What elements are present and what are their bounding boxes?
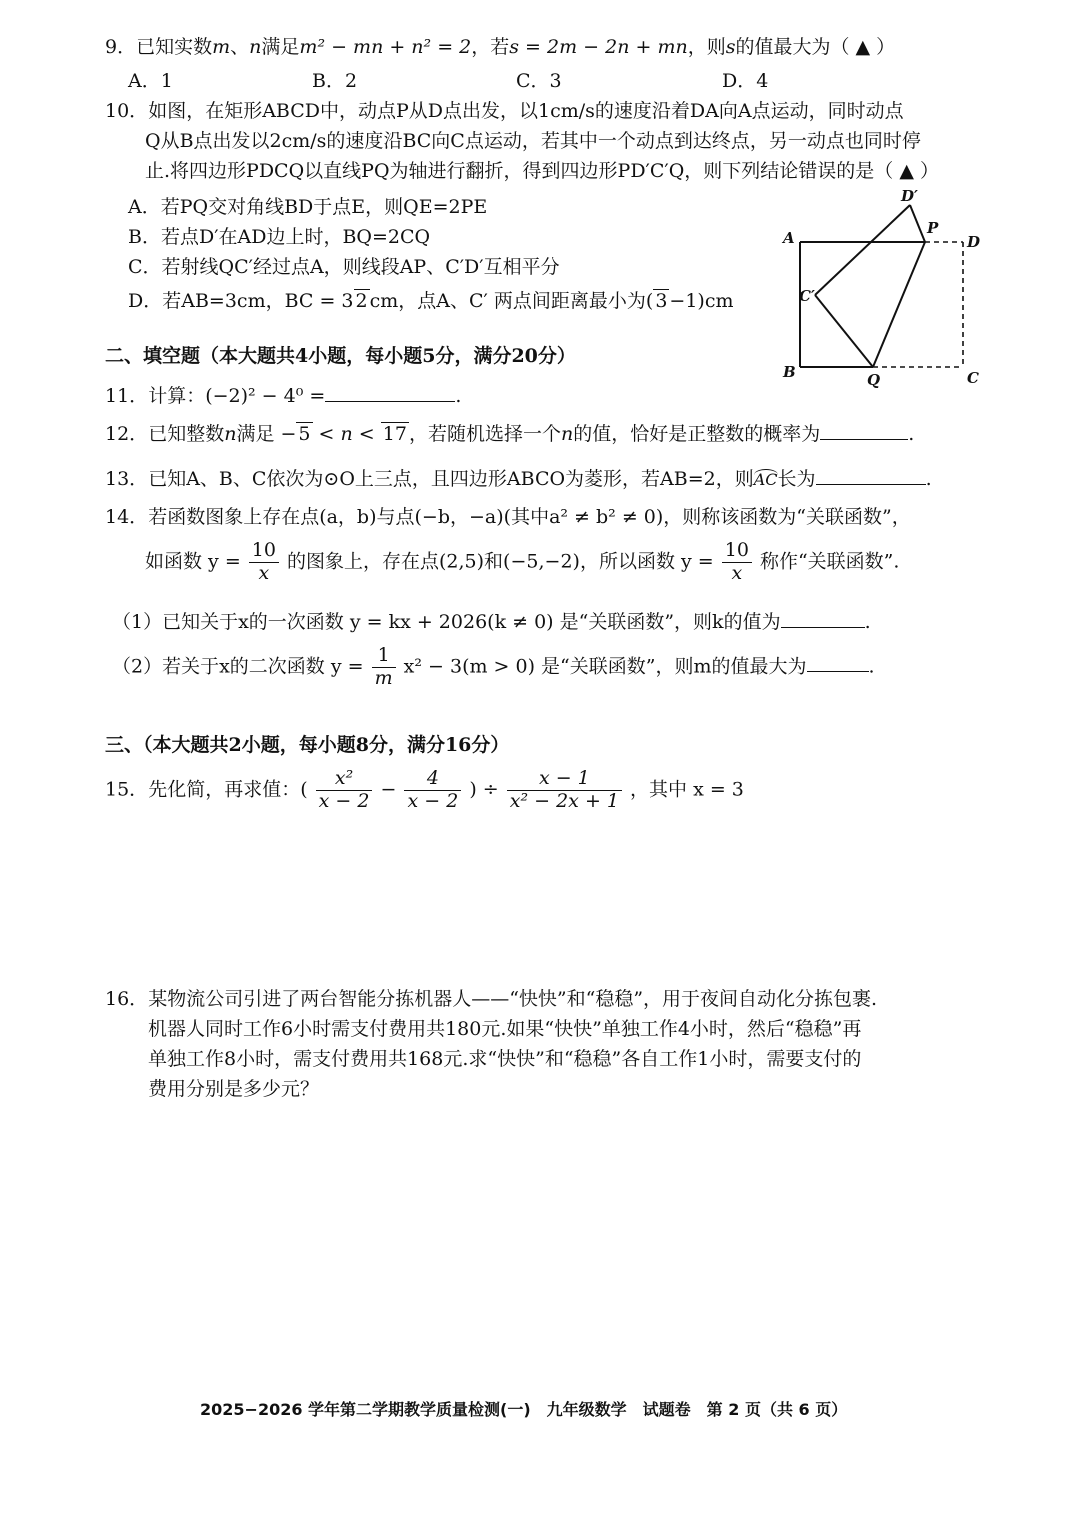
- q12-answer-blank[interactable]: [820, 420, 908, 440]
- q11-answer-blank[interactable]: [325, 382, 455, 402]
- fraction-4-over-x-2: $\frac{4}{x - 2}$: [404, 768, 461, 813]
- q10-line-2: Q从B点出发以2cm/s的速度沿BC向C点运动，若其中一个动点到达终点，另一动点也同时停: [145, 130, 921, 152]
- fraction-x2-over-x-2: $\frac{\text{x²}}{x - 2}$: [316, 768, 373, 813]
- section-2-title: 二、填空题（本大题共4小题，每小题5分，满分20分）: [105, 345, 576, 367]
- q16-line-1: 16．某物流公司引进了两台智能分拣机器人——“快快”和“稳稳”，用于夜间自动化分拣包裹.: [105, 988, 878, 1010]
- q9-condition: m² − mn + n² = 2: [299, 36, 472, 58]
- q12-number: 12．: [105, 423, 149, 445]
- edge-pdp: [910, 205, 925, 242]
- q11: 11．计算：(−2)² − 4⁰ = .: [105, 382, 461, 408]
- fraction-10-over-x: $\frac{10}{x}$: [249, 540, 279, 585]
- label-q: Q: [867, 371, 881, 389]
- q9-expression: s = 2m − 2n + mn: [509, 36, 688, 58]
- q10-figure: [775, 185, 995, 390]
- label-b: B: [783, 363, 796, 381]
- q15: 15．先化简，再求值：( $\frac{\text{x²}}{x - 2}$ − $\frac{4}{x - 2}$ ) ÷ $\frac{x - 1}{\text{x² − 2x + 1}}$ ，其中 x = 3: [105, 767, 744, 812]
- section-3-title: 三、（本大题共2小题，每小题8分，满分16分）: [105, 734, 510, 756]
- q10-number: 10．: [105, 100, 149, 122]
- edge-dpcp: [815, 205, 910, 295]
- q16-line-3: 单独工作8小时，需支付费用共168元.求“快快”和“稳稳”各自工作1小时，需要支付的: [148, 1048, 862, 1070]
- label-a: A: [783, 229, 795, 247]
- label-p: P: [927, 219, 939, 237]
- q10-option-a: A．若PQ交对角线BD于点E，则QE=2PE: [128, 196, 488, 218]
- q9-option-d: D．4: [722, 70, 769, 92]
- q9-number: 9．: [105, 36, 137, 58]
- q14-2-answer-blank[interactable]: [807, 652, 869, 672]
- label-d-prime: D′: [901, 187, 918, 205]
- q14-sub-1: （1）已知关于x的一次函数 y = kx + 2026(k ≠ 0) 是“关联函数”，则k的值为 .: [112, 608, 871, 634]
- edge-cpq: [815, 295, 873, 367]
- q9-stem: 9．已知实数m、n满足m² − mn + n² = 2，若s = 2m − 2n + mn，则s的值最大为（ ▲ ）: [105, 36, 896, 58]
- q16-number: 16．: [105, 988, 149, 1010]
- q10-option-b: B．若点D′在AD边上时，BQ=2CQ: [128, 226, 431, 248]
- q15-number: 15．: [105, 778, 149, 801]
- q12: 12．已知整数n满足 − 5 < n < 17 ，若随机选择一个n的值，恰好是正整数的概率为 .: [105, 420, 914, 446]
- arc-ac: AC: [753, 470, 778, 489]
- q13: 13．已知A、B、C依次为⊙O上三点，且四边形ABCO为菱形，若AB=2，则AC长为 .: [105, 465, 932, 491]
- q16-line-2: 机器人同时工作6小时需支付费用共180元.如果“快快”单独工作4小时，然后“稳稳”再: [148, 1018, 862, 1040]
- label-c-prime: C′: [799, 287, 815, 305]
- q9-option-c: C．3: [516, 70, 562, 92]
- q9-option-b: B．2: [312, 70, 358, 92]
- q13-number: 13．: [105, 468, 149, 490]
- q10-line-1: 10．如图，在矩形ABCD中，动点P从D点出发，以1cm/s的速度沿着DA向A点运动，同时动点: [105, 100, 904, 122]
- q14-line-1: 14．若函数图象上存在点(a，b)与点(−b，−a)(其中a² ≠ b² ≠ 0)，则称该函数为“关联函数”，: [105, 506, 911, 528]
- q14-number: 14．: [105, 506, 149, 528]
- label-d: D: [967, 233, 981, 251]
- fraction-x-1-over-quadratic: $\frac{x - 1}{\text{x² − 2x + 1}}$: [507, 768, 622, 813]
- q14-line-2: 如函数 y = $\frac{10}{x}$ 的图象上，存在点(2,5)和(−5,−2)，所以函数 y = $\frac{10}{x}$ 称作“关联函数”.: [145, 539, 900, 584]
- q10-option-c: C．若射线QC′经过点A，则线段AP、C′D′互相平分: [128, 256, 560, 278]
- q11-number: 11．: [105, 385, 149, 407]
- q16-line-4: 费用分别是多少元？: [148, 1078, 320, 1100]
- page-footer: 2025−2026 学年第二学期教学质量检测(一) 九年级数学 试题卷 第 2 页（共 6 页）: [200, 1400, 848, 1419]
- fraction-1-over-m: $\frac{1}{m}$: [372, 645, 396, 690]
- q10-line-3: 止.将四边形PDCQ以直线PQ为轴进行翻折，得到四边形PD′C′Q，则下列结论错误的是（ ▲ ）: [145, 160, 939, 182]
- label-c: C: [967, 369, 979, 387]
- q10-option-d: D．若AB=3cm，BC = 3 2 cm，点A、C′ 两点间距离最小为( 3 −1)cm: [128, 290, 734, 312]
- q14-sub-2: （2）若关于x的二次函数 y = $\frac{1}{m}$ x² − 3(m > 0) 是“关联函数”，则m的值最大为 .: [112, 644, 875, 689]
- q14-1-answer-blank[interactable]: [781, 608, 865, 628]
- fraction-10-over-x-2: $\frac{10}{x}$: [722, 540, 752, 585]
- q9-option-a: A．1: [128, 70, 173, 92]
- fold-line-pq: [873, 242, 925, 367]
- q13-answer-blank[interactable]: [816, 465, 926, 485]
